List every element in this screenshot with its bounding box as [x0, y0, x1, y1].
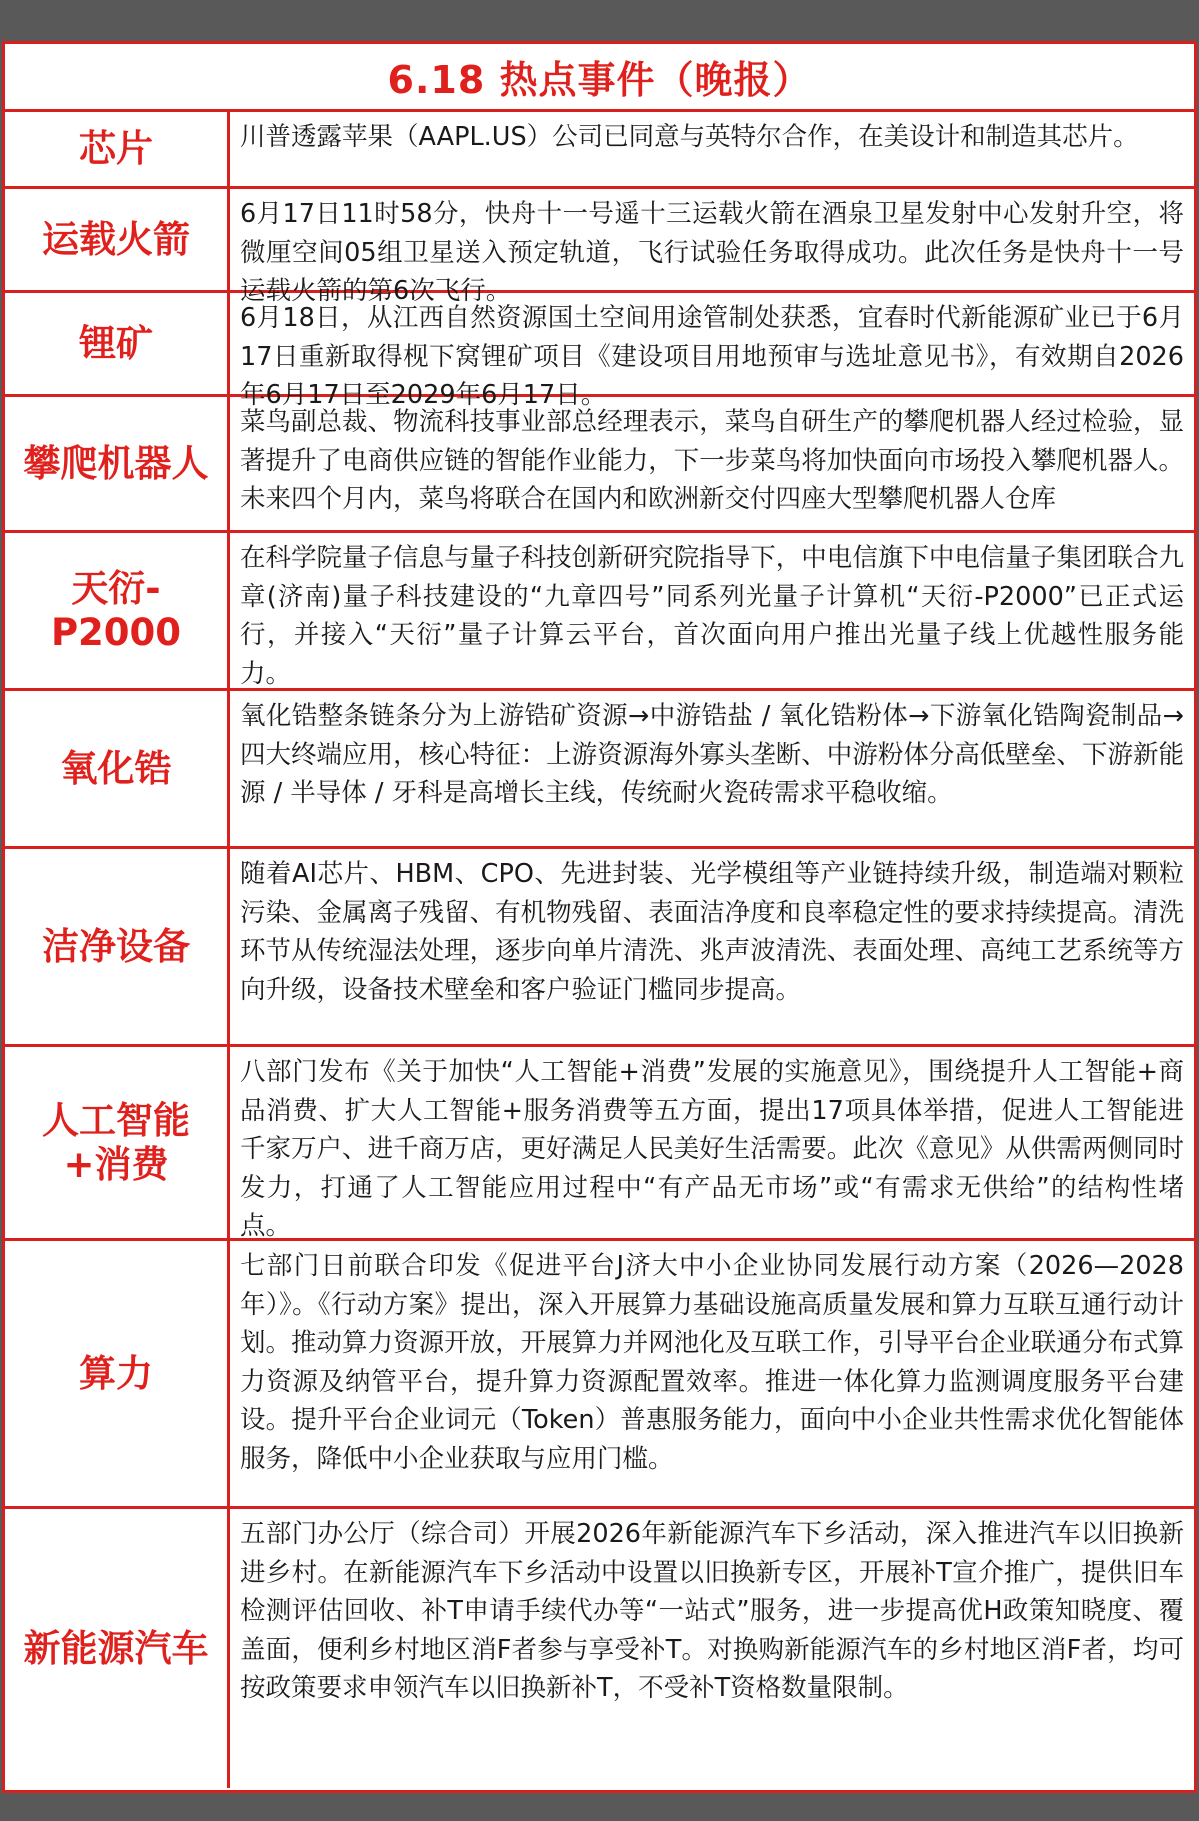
table-row — [5, 691, 1194, 849]
row-topic: 锂矿 — [5, 293, 230, 394]
row-topic: 天衍-P2000 — [5, 533, 230, 688]
table-row — [5, 533, 1194, 691]
row-topic: 人工智能+消费 — [5, 1047, 230, 1238]
table-row — [5, 849, 1194, 1047]
row-description: 菜鸟副总裁、物流科技事业部总经理表示，菜鸟自研生产的攀爬机器人经过检验，显著提升了电商供应链的智能作业能力，下一步菜鸟将加快面向市场投入攀爬机器人。未来四个月内，菜鸟将联合在国内和欧洲新交付四座大型攀爬机器人仓库 — [240, 407, 1184, 514]
table-row — [5, 397, 1194, 533]
row-topic: 运载火箭 — [5, 189, 230, 290]
hot-events-table — [2, 41, 1197, 1793]
table-row — [5, 112, 1194, 189]
table-row — [5, 1241, 1194, 1509]
row-topic: 算力 — [5, 1241, 230, 1506]
table-row — [5, 293, 1194, 410]
table-row — [5, 1509, 1194, 1788]
row-description: 川普透露苹果（AAPL.US）公司已同意与英特尔合作，在美设计和制造其芯片。 — [240, 122, 1139, 152]
row-topic: 氧化锆 — [5, 691, 230, 846]
row-topic: 新能源汽车 — [5, 1509, 230, 1788]
row-description: 6月17日11时58分，快舟十一号遥十三运载火箭在酒泉卫星发射中心发射升空，将微厘空间05组卫星送入预定轨道，飞行试验任务取得成功。此次任务是快舟十一号运载火箭的第6次飞行。 — [240, 199, 1184, 306]
row-description: 五部门办公厅（综合司）开展2026年新能源汽车下乡活动，深入推进汽车以旧换新进乡村。在新能源汽车下乡活动中设置以旧换新专区，开展补T宣介推广，提供旧车检测评估回收、补T申请手续代办等“一站式”服务，进一步提高优H政策知晓度、覆盖面，便利乡村地区消F者参与享受补T。对换购新能源汽车的乡村地区消F者，均可按政策要求申领汽车以旧换新补T，不受补T资格数量限制。 — [240, 1519, 1184, 1703]
row-topic: 攀爬机器人 — [5, 397, 230, 530]
table-row — [5, 189, 1194, 306]
bottom-background-strip — [0, 1793, 1199, 1821]
row-description: 随着AI芯片、HBM、CPO、先进封装、光学模组等产业链持续升级，制造端对颗粒污染、金属离子残留、有机物残留、表面洁净度和良率稳定性的要求持续提高。清洗环节从传统湿法处理，逐步向单片清洗、兆声波清洗、表面处理、高纯工艺系统等方向升级，设备技术壁垒和客户验证门槛同步提高。 — [240, 859, 1184, 1005]
row-description: 七部门日前联合印发《促进平台J济大中小企业协同发展行动方案（2026—2028年）》。《行动方案》提出，深入开展算力基础设施高质量发展和算力互联互通行动计划。推动算力资源开放，开展算力并网池化及互联工作，引导平台企业联通分布式算力资源及纳管平台，提升算力资源配置效率。推进一体化算力监测调度服务平台建设。提升平台企业词元（Token）普惠服务能力，面向中小企业共性需求优化智能体服务，降低中小企业获取与应用门槛。 — [240, 1251, 1184, 1474]
row-description: 6月18日，从江西自然资源国土空间用途管制处获悉，宜春时代新能源矿业已于6月17日重新取得枧下窝锂矿项目《建设项目用地预审与选址意见书》，有效期自2026年6月17日至2029年6月17日。 — [240, 303, 1184, 410]
top-background-strip — [0, 0, 1199, 41]
row-description: 八部门发布《关于加快“人工智能+消费”发展的实施意见》，围绕提升人工智能+商品消费、扩大人工智能+服务消费等五方面，提出17项具体举措，促进人工智能进千家万户、进千商万店，更好满足人民美好生活需要。此次《意见》从供需两侧同时发力，打通了人工智能应用过程中“有产品无市场”或“有需求无供给”的结构性堵点。 — [240, 1057, 1184, 1241]
row-topic: 芯片 — [5, 112, 230, 186]
row-description: 在科学院量子信息与量子科技创新研究院指导下，中电信旗下中电信量子集团联合九章(济南)量子科技建设的“九章四号”同系列光量子计算机“天衍-P2000”已正式运行，并接入“天衍”量子计算云平台，首次面向用户推出光量子线上优越性服务能力。 — [240, 543, 1184, 689]
row-description: 氧化锆整条链条分为上游锆矿资源→中游锆盐 / 氧化锆粉体→下游氧化锆陶瓷制品→四大终端应用，核心特征：上游资源海外寡头垄断、中游粉体分高低壁垒、下游新能源 / 半导体 / 牙科是高增长主线，传统耐火瓷砖需求平稳收缩。 — [240, 701, 1184, 808]
page-title: 6.18 热点事件（晚报） — [5, 44, 1194, 112]
row-topic: 洁净设备 — [5, 849, 230, 1044]
table-row — [5, 1047, 1194, 1241]
